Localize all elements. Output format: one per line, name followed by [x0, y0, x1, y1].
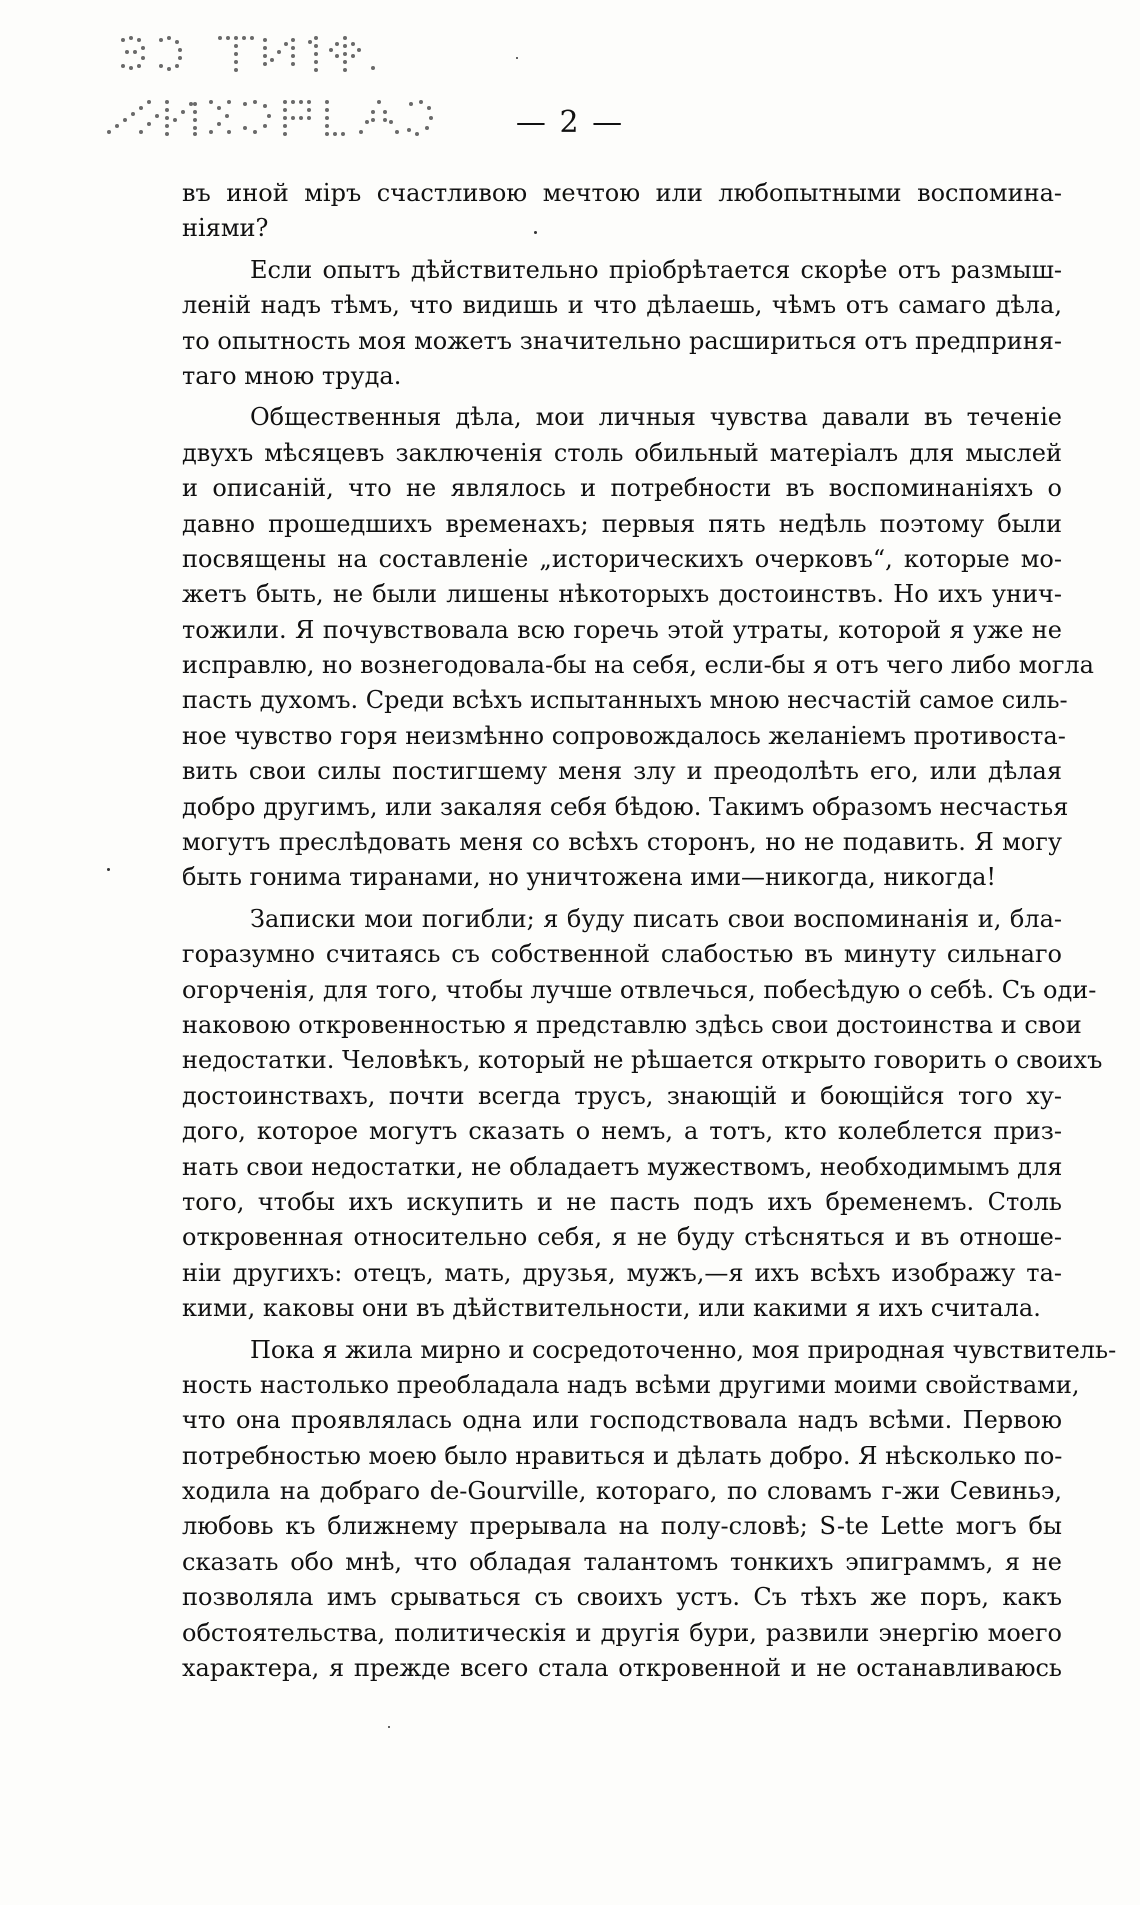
text-line: кими, каковы они въ дѣйствительности, или какими я ихъ считала.	[182, 1294, 1041, 1323]
text-line: ніями?	[182, 214, 269, 243]
text-line: Если опытъ дѣйствительно пріобрѣтается скорѣе отъ размыш-	[250, 255, 1062, 284]
text-line: вить свои силы постигшему меня злу и преодолѣть его, или дѣлая	[182, 757, 1062, 786]
text-line: любовь къ ближнему прерывала на полу-словѣ; S-te Lette могъ бы	[182, 1512, 1062, 1541]
text-line: ность настолько преобладала надъ всѣми другими моими свойствами,	[182, 1370, 1080, 1399]
page-number: — 2 —	[515, 105, 625, 140]
text-line: добро другимъ, или закаляя себя бѣдою. Такимъ образомъ несчастья	[182, 792, 1069, 821]
text-line: наковою откровенностью я представлю здѣсь свои достоинства и свои	[182, 1010, 1082, 1039]
scan-speck	[388, 1726, 390, 1728]
text-line: огорченія, для того, чтобы лучше отвлечься, побесѣдую о себѣ. Съ оди-	[182, 975, 1097, 1004]
text-line: могутъ преслѣдовать меня со всѣхъ сторонъ, но не подавить. Я могу	[182, 828, 1062, 857]
scan-speck	[516, 57, 518, 59]
text-line: горазумно считаясь съ собственной слабостью въ минуту сильнаго	[182, 940, 1062, 969]
text-line: дого, которое могутъ сказать о немъ, а тотъ, кто колеблется приз-	[182, 1117, 1062, 1146]
body-text	[182, 176, 1117, 1686]
text-line: позволяла имъ срываться съ своихъ устъ. Съ тѣхъ же поръ, какъ	[182, 1583, 1062, 1612]
text-line: тожили. Я почувствовала всю горечь этой утраты, которой я уже не	[182, 615, 1062, 644]
text-line: сказать обо мнѣ, что обладая талантомъ тонкихъ эпиграммъ, я не	[182, 1547, 1062, 1576]
text-line: что она проявлялась одна или господствовала надъ всѣми. Первою	[182, 1406, 1062, 1435]
text-line: недостатки. Человѣкъ, который не рѣшается открыто говорить о своихъ	[182, 1046, 1103, 1075]
text-line: исправлю, но вознегодовала-бы на себя, если-бы я отъ чего либо могла	[182, 651, 1094, 680]
text-line: того, чтобы ихъ искупить и не пасть подъ ихъ бременемъ. Столь	[182, 1187, 1062, 1216]
text-line: въ иной міръ счастливою мечтою или любопытными воспомина-	[182, 179, 1062, 207]
text-line: ное чувство горя неизмѣнно сопровождалось желаніемъ противоста-	[182, 721, 1066, 750]
text-line: нать свои недостатки, не обладаетъ мужествомъ, необходимымъ для	[182, 1152, 1063, 1181]
text-line: таго мною труда.	[182, 361, 402, 390]
text-line: Записки мои погибли; я буду писать свои воспоминанія и, бла-	[250, 904, 1062, 933]
text-line: жетъ быть, не были лишены нѣкоторыхъ достоинствъ. Но ихъ унич-	[182, 580, 1062, 609]
text-line: потребностью моею было нравиться и дѣлать добро. Я нѣсколько по-	[182, 1441, 1063, 1470]
scan-speck	[107, 868, 110, 871]
scan-speck	[534, 231, 537, 234]
text-line: то опытность моя можетъ значительно расшириться отъ предприня-	[182, 326, 1062, 355]
text-line: пасть духомъ. Среди всѣхъ испытанныхъ мною несчастій самое силь-	[182, 686, 1068, 715]
text-line: достоинствахъ, почти всегда трусъ, знающій и боющійся того ху-	[182, 1081, 1062, 1110]
text-line: Общественныя дѣла, мои личныя чувства давали въ теченіе	[250, 403, 1062, 432]
text-line: посвящены на составленіе „историческихъ очерковъ“, которые мо-	[182, 544, 1062, 573]
text-line: быть гонима тиранами, но уничтожена ими—никогда, никогда!	[182, 863, 997, 892]
text-line: двухъ мѣсяцевъ заключенія столь обильный матеріалъ для мыслей	[182, 438, 1062, 467]
text-line: Пока я жила мирно и сосредоточенно, моя природная чувствитель-	[250, 1335, 1117, 1364]
text-line: обстоятельства, политическія и другія бури, развили энергію моего	[182, 1618, 1062, 1647]
text-line: откровенная относительно себя, я не буду стѣсняться и въ отноше-	[182, 1223, 1062, 1252]
text-line: ніи другихъ: отецъ, мать, друзья, мужъ,—я ихъ всѣхъ изображу та-	[182, 1258, 1062, 1287]
text-line: ходила на добраго de-Gourville, котораго, по словамъ г-жи Севиньэ,	[182, 1477, 1062, 1506]
text-line: леній надъ тѣмъ, что видишь и что дѣлаешь, чѣмъ отъ самаго дѣла,	[182, 291, 1062, 320]
text-line: давно прошедшихъ временахъ; первыя пять недѣль поэтому были	[182, 509, 1062, 538]
text-line: характера, я прежде всего стала откровенной и не останавливаюсь	[182, 1654, 1062, 1683]
text-line: и описаній, что не являлось и потребности въ воспоминаніяхъ о	[182, 474, 1062, 503]
